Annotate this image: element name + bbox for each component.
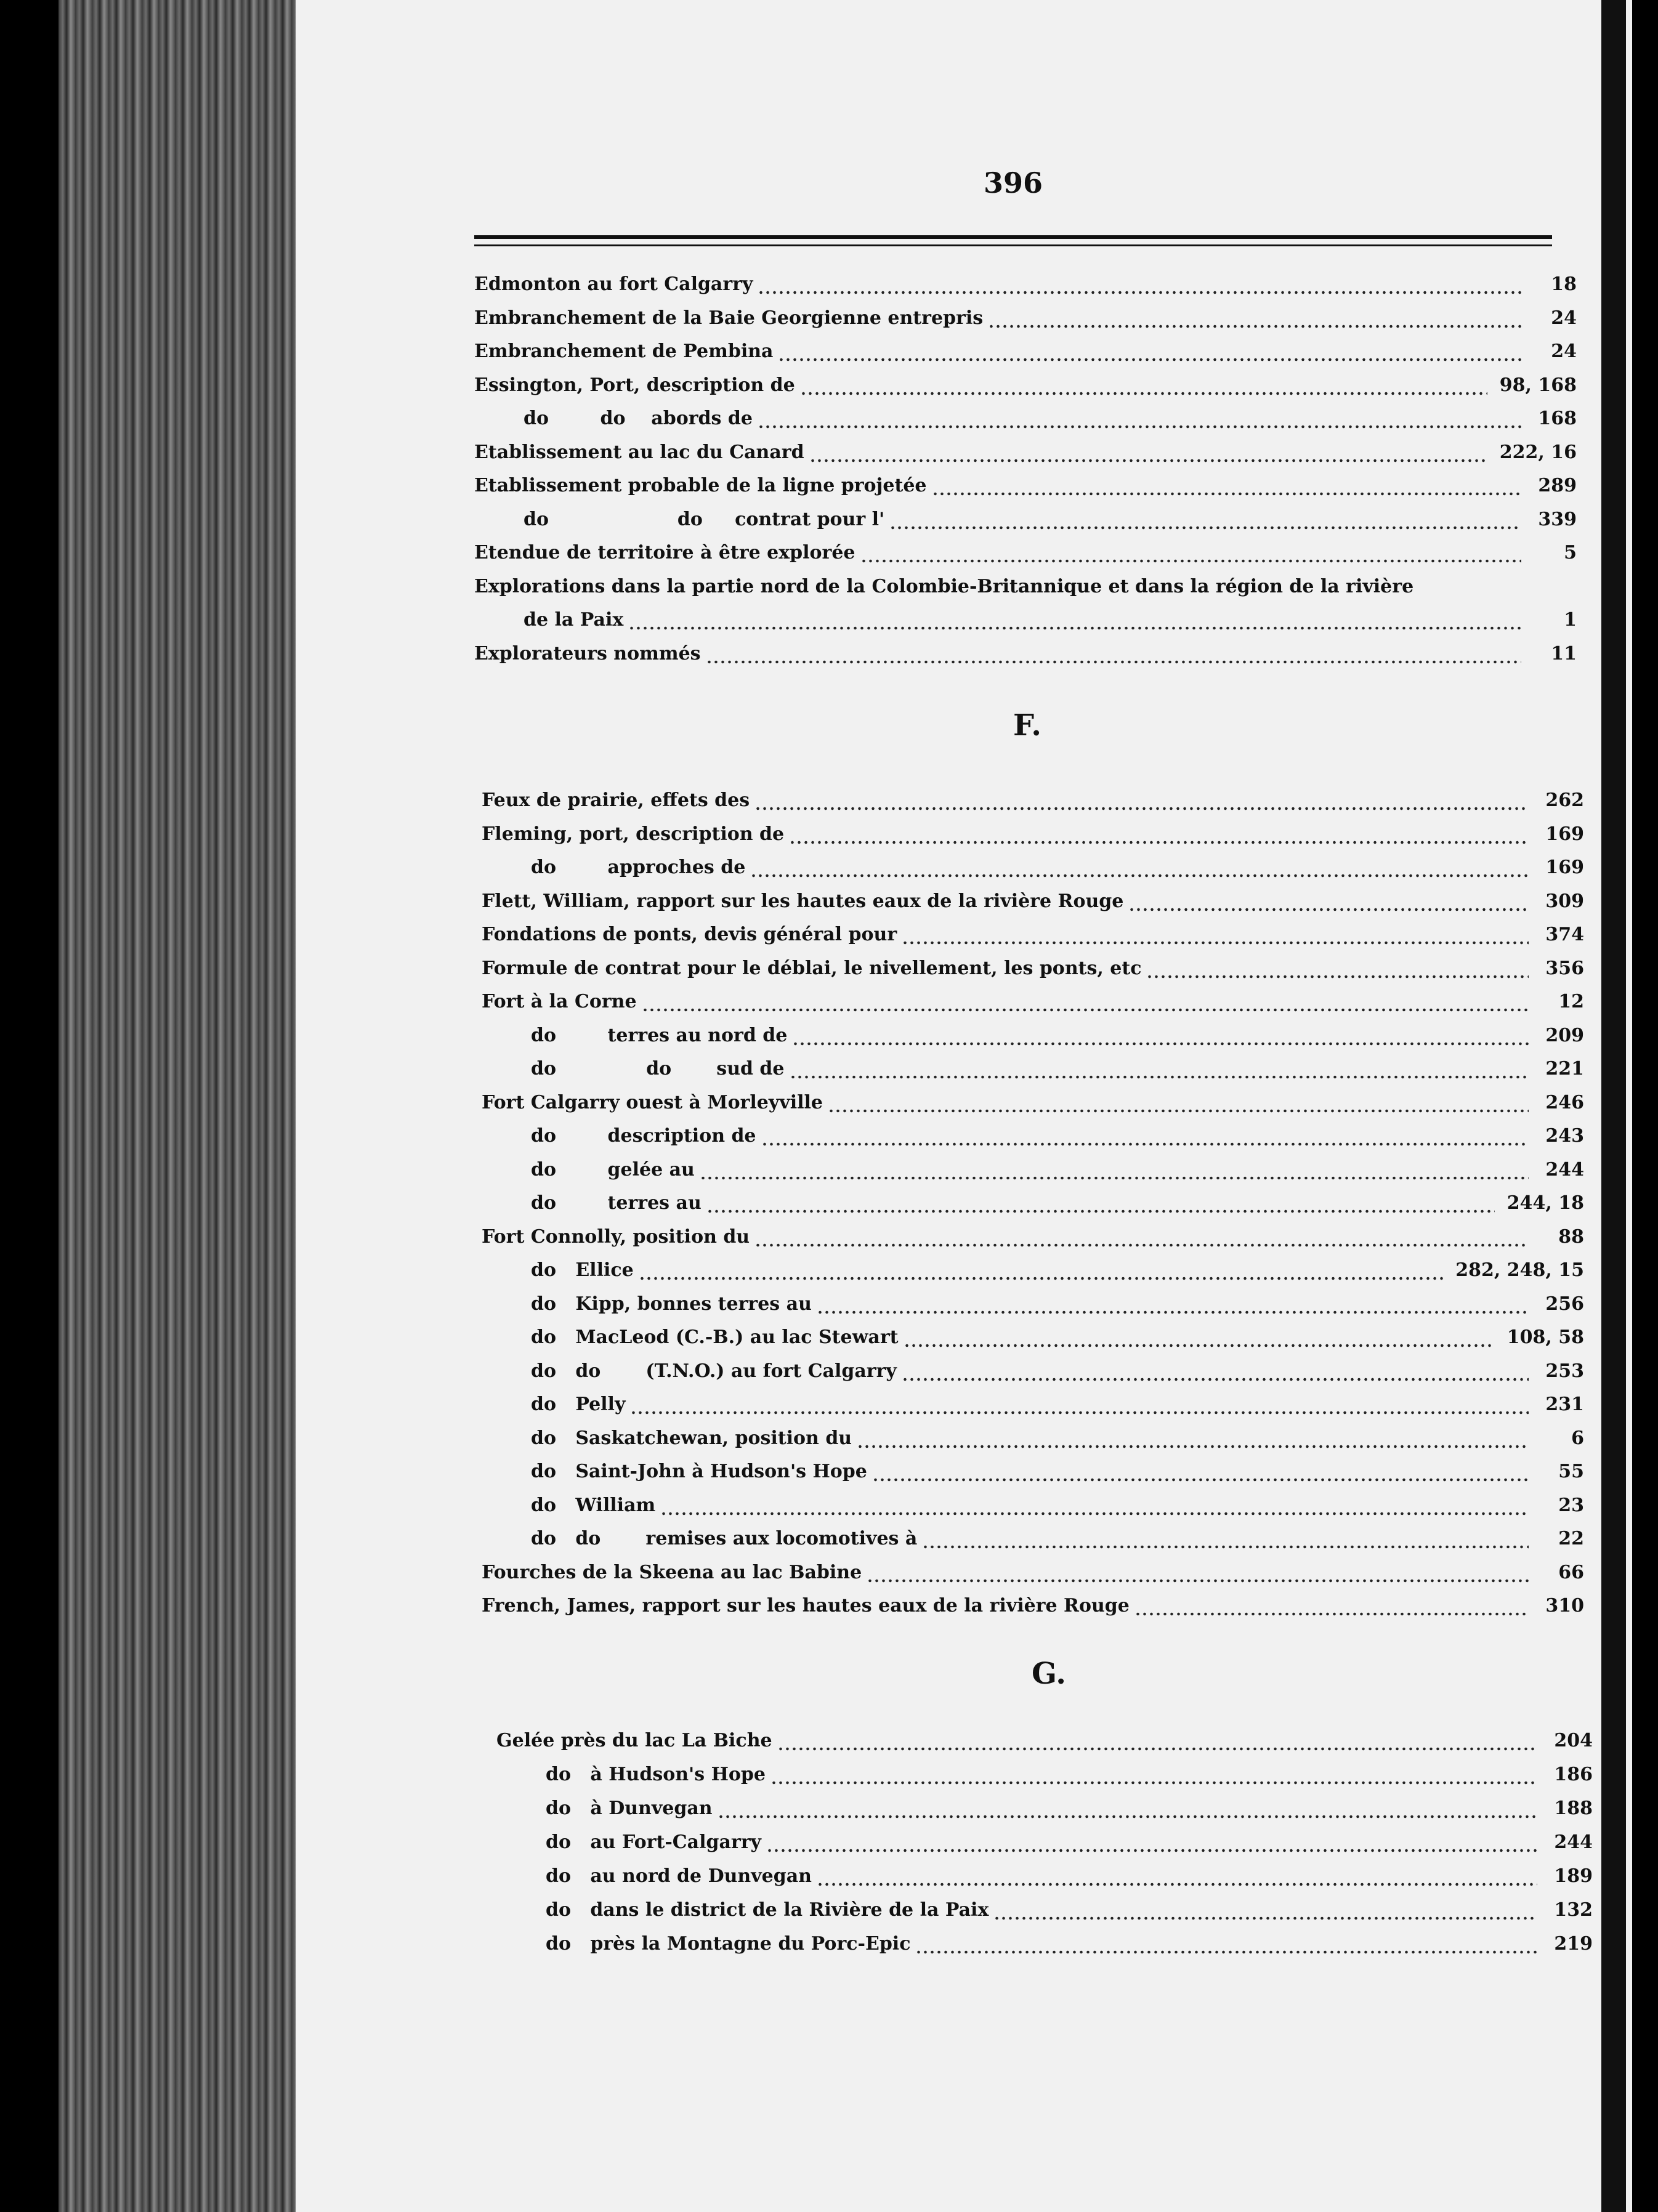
index-entry bbox=[531, 1458, 1584, 1490]
entry-label: French, James, rapport sur les hautes eaux de la rivière Rouge bbox=[482, 1595, 1130, 1617]
index-entry bbox=[531, 1257, 1584, 1289]
dot-leader bbox=[988, 325, 1521, 328]
page-number: 396 bbox=[983, 166, 1043, 200]
entry-page-numbers: 5 bbox=[1564, 542, 1577, 563]
dot-leader bbox=[758, 291, 1521, 294]
dot-leader bbox=[872, 1478, 1529, 1482]
entry-label: do do remises aux locomotives à bbox=[531, 1528, 918, 1549]
entry-label: Fort Connolly, position du bbox=[482, 1225, 750, 1248]
dot-leader bbox=[902, 1378, 1529, 1381]
dot-leader bbox=[1134, 1612, 1529, 1616]
entry-label: Embranchement de la Baie Georgienne entrepris bbox=[474, 307, 984, 329]
entry-page-numbers: 231 bbox=[1545, 1394, 1584, 1415]
entry-label: do approches de bbox=[531, 857, 746, 878]
entry-label: Flett, William, rapport sur les hautes eaux de la rivière Rouge bbox=[482, 890, 1124, 912]
entry-label: do terres au nord de bbox=[531, 1024, 788, 1046]
entry-page-numbers: 244 bbox=[1554, 1831, 1593, 1853]
index-entry bbox=[524, 506, 1577, 538]
entry-label: do à Hudson's Hope bbox=[546, 1764, 766, 1785]
index-entry bbox=[531, 1492, 1584, 1524]
dot-leader bbox=[639, 1277, 1443, 1280]
index-entry bbox=[482, 1592, 1584, 1625]
entry-page-numbers: 289 bbox=[1538, 475, 1577, 496]
index-entry bbox=[531, 1324, 1584, 1356]
index-entry bbox=[474, 539, 1577, 571]
index-entry bbox=[531, 854, 1584, 886]
entry-page-numbers: 188 bbox=[1554, 1798, 1593, 1819]
dot-leader bbox=[993, 1916, 1537, 1920]
dot-leader bbox=[706, 1209, 1495, 1213]
index-entry bbox=[496, 1727, 1593, 1759]
index-entry bbox=[531, 1525, 1584, 1557]
entry-label: Etendue de territoire à être explorée bbox=[474, 542, 855, 563]
entry-page-numbers: 168 bbox=[1538, 408, 1577, 429]
entry-page-numbers: 309 bbox=[1545, 890, 1584, 912]
entry-label: Fort à la Corne bbox=[482, 991, 637, 1012]
entry-page-numbers: 18 bbox=[1551, 273, 1577, 295]
dot-leader bbox=[828, 1109, 1529, 1113]
entry-label: Edmonton au fort Calgarry bbox=[474, 273, 753, 295]
index-entry bbox=[531, 1391, 1584, 1423]
dot-leader bbox=[932, 492, 1521, 496]
dot-leader bbox=[867, 1579, 1529, 1583]
dot-leader bbox=[754, 1243, 1529, 1247]
entry-page-numbers: 55 bbox=[1558, 1461, 1584, 1482]
index-entry bbox=[546, 1863, 1593, 1895]
entry-page-numbers: 169 bbox=[1545, 823, 1584, 845]
index-entry bbox=[531, 1291, 1584, 1323]
entry-label: do gelée au bbox=[531, 1158, 695, 1181]
dot-leader bbox=[789, 841, 1529, 844]
entry-label: do do abords de bbox=[524, 408, 753, 429]
entry-label: do près la Montagne du Porc-Epic bbox=[546, 1933, 911, 1955]
index-entry bbox=[546, 1931, 1593, 1963]
dot-leader bbox=[718, 1815, 1537, 1818]
entry-page-numbers: 310 bbox=[1545, 1595, 1584, 1617]
dot-leader bbox=[630, 1411, 1529, 1415]
entry-label: Embranchement de Pembina bbox=[474, 341, 774, 362]
entry-label: Fort Calgarry ouest à Morleyville bbox=[482, 1091, 823, 1113]
entry-page-numbers: 22 bbox=[1558, 1528, 1584, 1549]
dot-leader bbox=[857, 1445, 1529, 1448]
index-entry bbox=[524, 607, 1577, 639]
entry-page-numbers: 204 bbox=[1554, 1730, 1593, 1751]
entry-label: Essington, Port, description de bbox=[474, 374, 795, 396]
index-entry bbox=[482, 821, 1584, 853]
index-entry bbox=[482, 1224, 1584, 1256]
entry-label: do description de bbox=[531, 1125, 756, 1147]
dot-leader bbox=[750, 874, 1529, 878]
dot-leader bbox=[628, 626, 1521, 630]
entry-label: do Saint-John à Hudson's Hope bbox=[531, 1461, 867, 1482]
entry-page-numbers: 169 bbox=[1545, 857, 1584, 878]
entry-page-numbers: 262 bbox=[1545, 789, 1584, 811]
entry-page-numbers: 243 bbox=[1545, 1125, 1584, 1147]
entry-page-numbers: 246 bbox=[1545, 1091, 1584, 1113]
index-entry bbox=[474, 338, 1577, 370]
dot-leader bbox=[889, 526, 1521, 530]
dot-leader bbox=[915, 1950, 1537, 1954]
entry-label: Gelée près du lac La Biche bbox=[496, 1730, 772, 1751]
entry-page-numbers: 12 bbox=[1558, 991, 1584, 1012]
entry-page-numbers: 11 bbox=[1551, 642, 1577, 664]
entry-label: Explorateurs nommés bbox=[474, 642, 701, 664]
entry-page-numbers: 66 bbox=[1558, 1561, 1584, 1583]
dot-leader bbox=[660, 1512, 1529, 1516]
entry-label: Fourches de la Skeena au lac Babine bbox=[482, 1561, 862, 1583]
index-entry bbox=[546, 1829, 1593, 1861]
dot-leader bbox=[778, 358, 1521, 361]
index-entry bbox=[474, 573, 1577, 605]
entry-label: do au nord de Dunvegan bbox=[546, 1865, 812, 1887]
index-entry bbox=[474, 305, 1577, 337]
entry-label: do MacLeod (C.-B.) au lac Stewart bbox=[531, 1326, 899, 1348]
index-entry bbox=[531, 1425, 1584, 1457]
entry-page-numbers: 356 bbox=[1545, 957, 1584, 979]
entry-label: Etablissement au lac du Canard bbox=[474, 441, 804, 463]
dot-leader bbox=[706, 660, 1521, 664]
entry-label: Explorations dans la partie nord de la Colombie-Britannique et dans la région de la rivière bbox=[474, 575, 1414, 597]
index-entry bbox=[546, 1761, 1593, 1793]
entry-page-numbers: 282, 248, 15 bbox=[1455, 1259, 1584, 1281]
entry-page-numbers: 221 bbox=[1545, 1058, 1584, 1080]
index-entry bbox=[474, 372, 1577, 404]
entry-label: Etablissement probable de la ligne projetée bbox=[474, 475, 927, 496]
entry-page-numbers: 132 bbox=[1554, 1899, 1593, 1921]
entry-page-numbers: 98, 168 bbox=[1499, 374, 1577, 396]
entry-page-numbers: 374 bbox=[1545, 924, 1584, 945]
index-entry bbox=[531, 1190, 1584, 1222]
dot-leader bbox=[642, 1008, 1529, 1012]
index-entry bbox=[482, 921, 1584, 953]
entry-label: do Pelly bbox=[531, 1394, 626, 1415]
dot-leader bbox=[754, 807, 1529, 810]
entry-page-numbers: 219 bbox=[1554, 1933, 1593, 1955]
index-entry bbox=[531, 1056, 1584, 1088]
dot-leader bbox=[817, 1883, 1537, 1886]
entry-page-numbers: 23 bbox=[1558, 1494, 1584, 1516]
entry-label: do Saskatchewan, position du bbox=[531, 1427, 852, 1449]
entry-page-numbers: 189 bbox=[1554, 1865, 1593, 1887]
entry-label: do dans le district de la Rivière de la Paix bbox=[546, 1899, 989, 1921]
index-entry bbox=[482, 787, 1584, 819]
entry-page-numbers: 1 bbox=[1564, 609, 1577, 631]
entry-page-numbers: 253 bbox=[1545, 1360, 1584, 1382]
entry-label: do au Fort-Calgarry bbox=[546, 1831, 761, 1853]
dot-leader bbox=[770, 1781, 1537, 1785]
index-entry bbox=[482, 888, 1584, 920]
index-entry bbox=[546, 1795, 1593, 1827]
dot-leader bbox=[790, 1075, 1529, 1079]
index-entry bbox=[482, 1559, 1584, 1591]
entry-label: do do (T.N.O.) au fort Calgarry bbox=[531, 1360, 897, 1382]
dot-leader bbox=[922, 1545, 1529, 1549]
entry-page-numbers: 186 bbox=[1554, 1764, 1593, 1785]
entry-page-numbers: 209 bbox=[1545, 1024, 1584, 1046]
entry-page-numbers: 222, 16 bbox=[1499, 441, 1577, 463]
entry-page-numbers: 24 bbox=[1551, 341, 1577, 362]
dot-leader bbox=[792, 1042, 1529, 1046]
index-entry bbox=[524, 405, 1577, 437]
index-entry bbox=[474, 439, 1577, 471]
entry-page-numbers: 256 bbox=[1545, 1293, 1584, 1315]
entry-page-numbers: 6 bbox=[1571, 1427, 1584, 1449]
dot-leader bbox=[809, 459, 1487, 462]
entry-label: Fleming, port, description de bbox=[482, 823, 785, 845]
entry-label: Fondations de ponts, devis général pour bbox=[482, 924, 897, 945]
index-entry bbox=[482, 955, 1584, 987]
index-entry bbox=[546, 1897, 1593, 1929]
dot-leader bbox=[902, 941, 1529, 945]
entry-page-numbers: 244, 18 bbox=[1506, 1192, 1584, 1214]
index-entry bbox=[474, 472, 1577, 504]
index-entry bbox=[531, 1358, 1584, 1390]
dot-leader bbox=[860, 559, 1521, 563]
entry-label: do terres au bbox=[531, 1192, 702, 1214]
dot-leader bbox=[700, 1176, 1529, 1180]
dot-leader bbox=[758, 425, 1521, 429]
entry-label: de la Paix bbox=[524, 609, 624, 631]
entry-label: do Kipp, bonnes terres au bbox=[531, 1293, 812, 1315]
entry-label: Formule de contrat pour le déblai, le nivellement, les ponts, etc bbox=[482, 957, 1142, 979]
dot-leader bbox=[817, 1310, 1529, 1314]
entry-label: do do contrat pour l' bbox=[524, 508, 885, 530]
dot-leader bbox=[1128, 908, 1529, 911]
index-entry bbox=[531, 1156, 1584, 1189]
entry-page-numbers: 88 bbox=[1558, 1225, 1584, 1248]
index-entry bbox=[474, 640, 1577, 672]
section-letter: G. bbox=[1032, 1657, 1066, 1691]
dot-leader bbox=[1146, 975, 1529, 979]
index-entry bbox=[474, 271, 1577, 303]
index-entry bbox=[482, 1089, 1584, 1121]
entry-page-numbers: 24 bbox=[1551, 307, 1577, 329]
entry-label: Feux de prairie, effets des bbox=[482, 789, 750, 811]
dot-leader bbox=[777, 1747, 1537, 1751]
entry-page-numbers: 244 bbox=[1545, 1158, 1584, 1181]
entry-page-numbers: 339 bbox=[1538, 508, 1577, 530]
entry-label: do William bbox=[531, 1494, 656, 1516]
dot-leader bbox=[766, 1849, 1537, 1852]
index-entry bbox=[482, 988, 1584, 1020]
section-letter: F. bbox=[1013, 708, 1041, 743]
dot-leader bbox=[800, 392, 1487, 395]
entry-label: do do sud de bbox=[531, 1058, 785, 1080]
entry-label: do Ellice bbox=[531, 1259, 634, 1281]
dot-leader bbox=[904, 1344, 1495, 1347]
index-entry bbox=[531, 1123, 1584, 1155]
index-entry bbox=[531, 1022, 1584, 1054]
entry-label: do à Dunvegan bbox=[546, 1798, 713, 1819]
entry-page-numbers: 108, 58 bbox=[1506, 1326, 1584, 1348]
dot-leader bbox=[761, 1142, 1529, 1146]
